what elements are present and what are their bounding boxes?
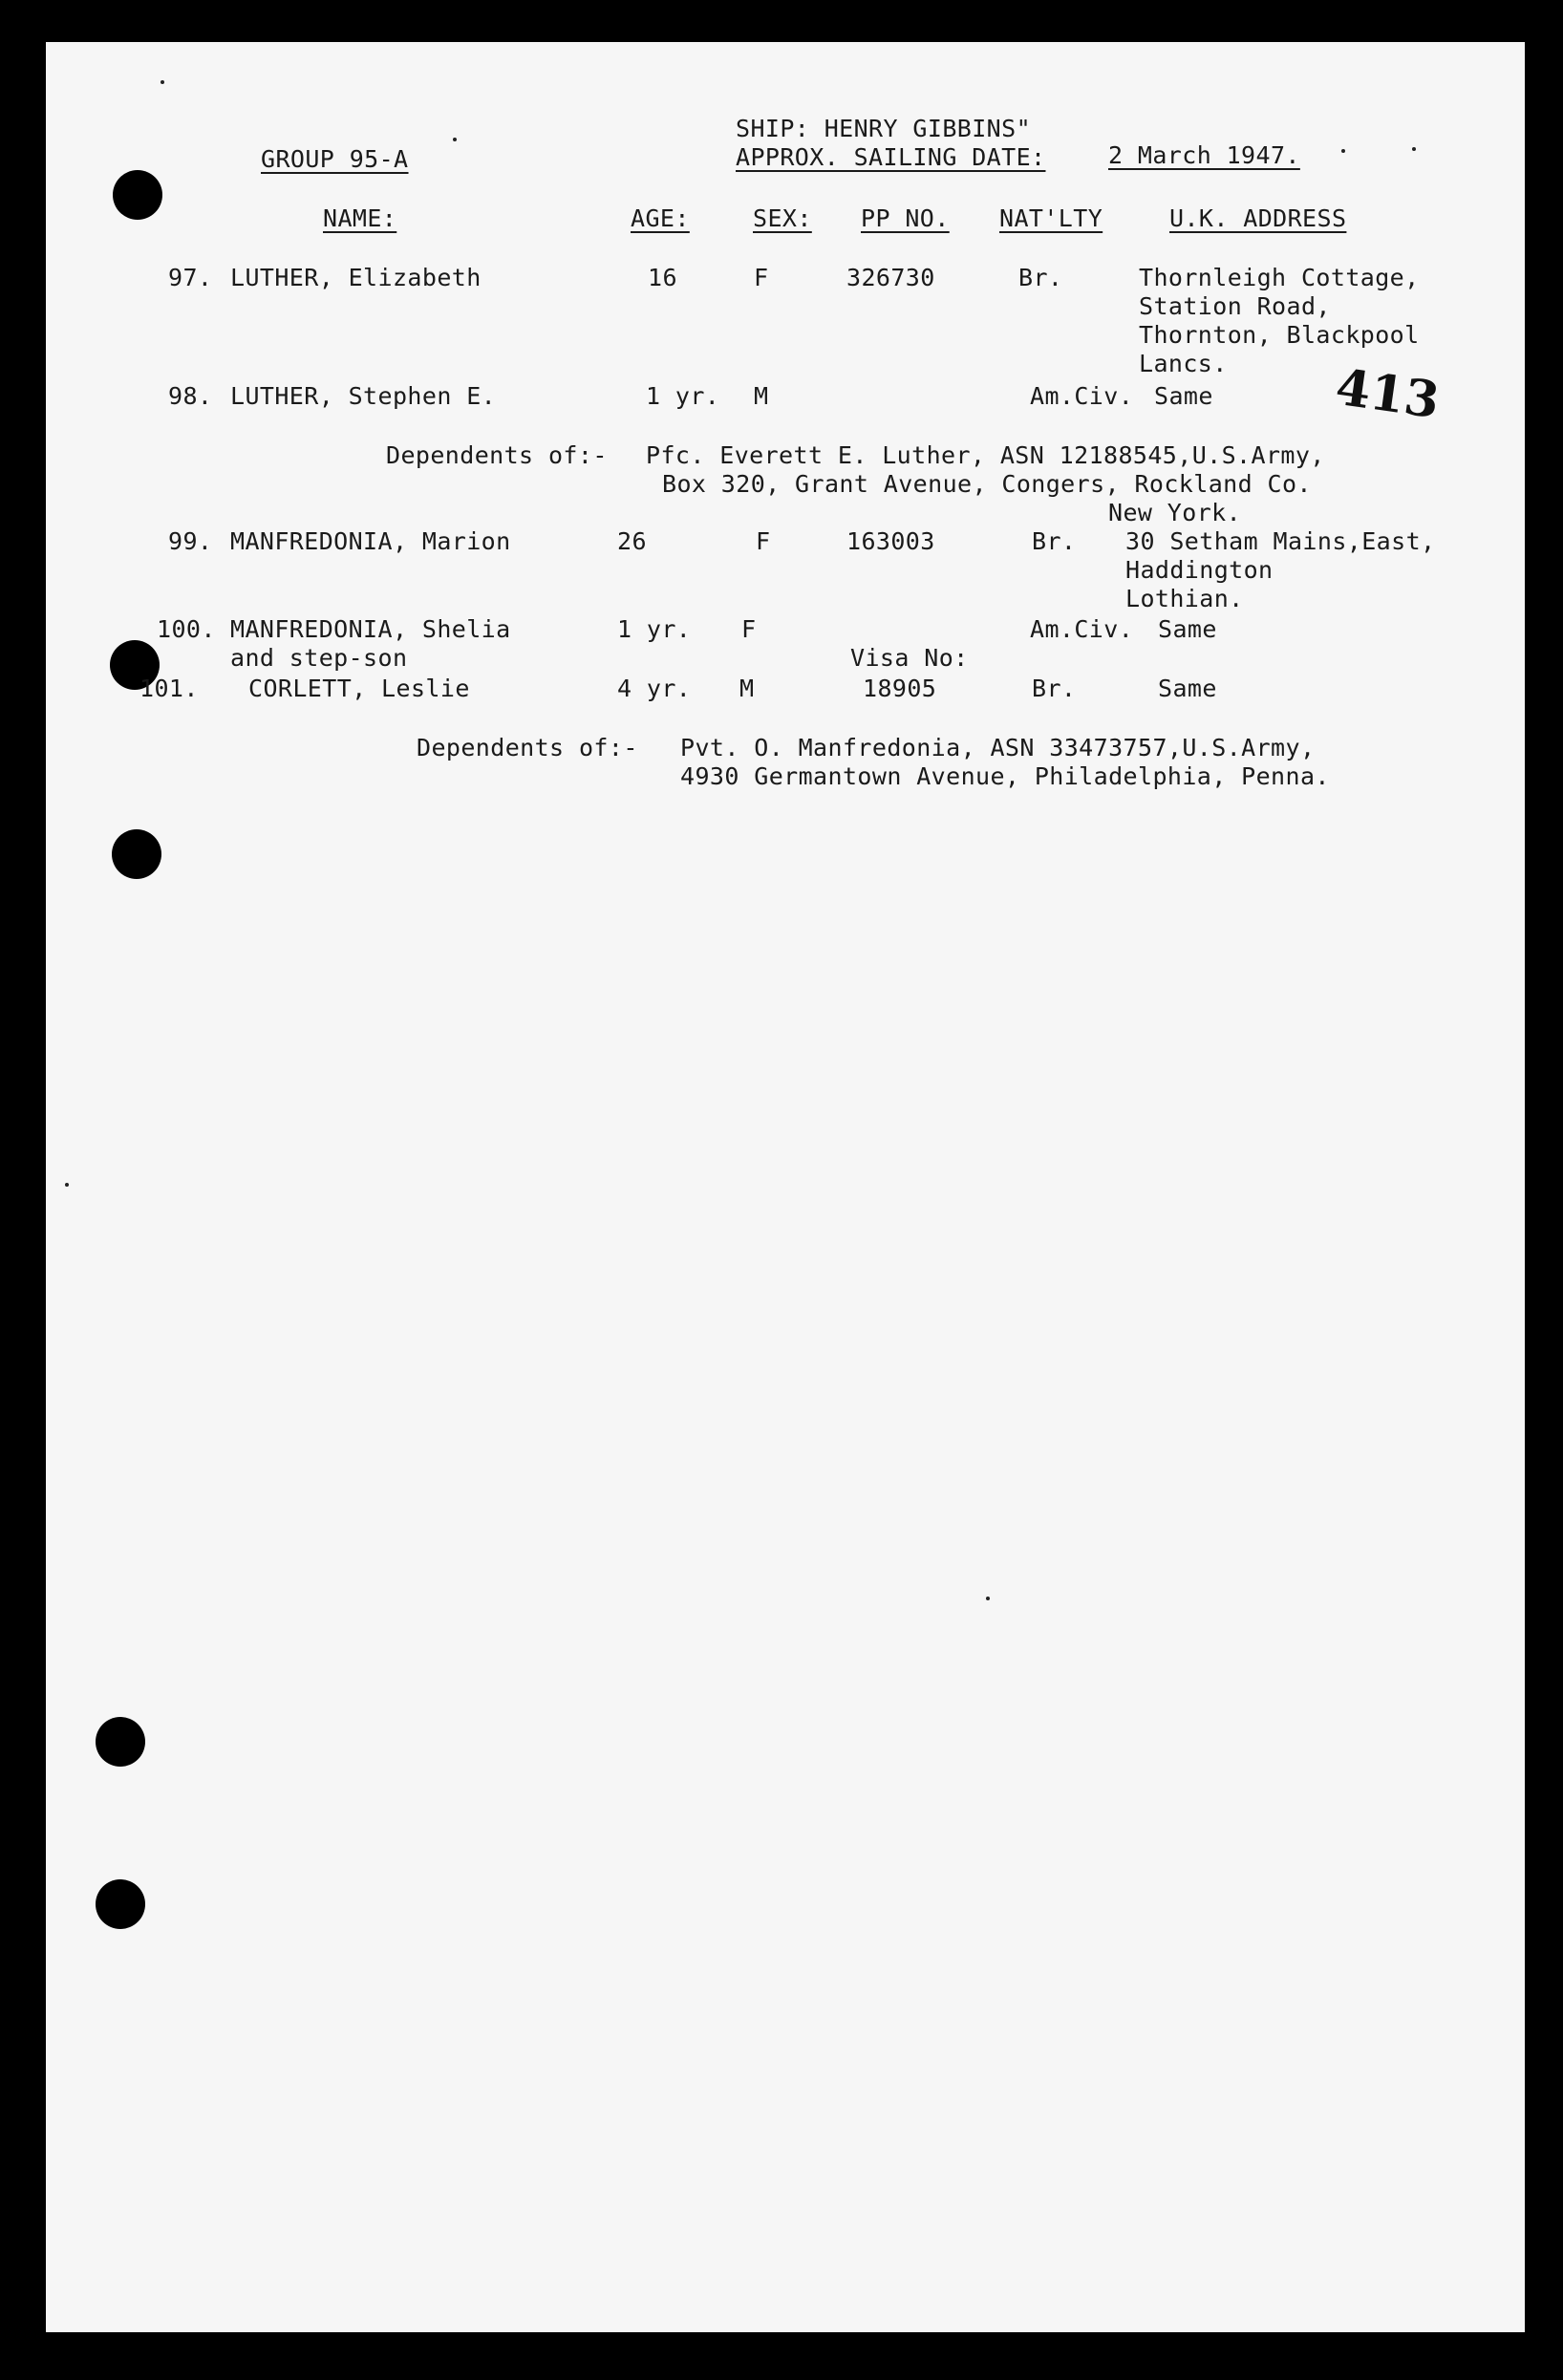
passenger-age: 16	[648, 264, 677, 291]
address-line: Haddington	[1125, 556, 1274, 584]
address-line: Thornton, Blackpool	[1139, 321, 1420, 349]
passenger-age: 1 yr.	[646, 382, 720, 410]
paper-speck	[986, 1597, 990, 1600]
passenger-sex: F	[754, 264, 769, 291]
row-number: 98.	[168, 382, 213, 410]
passenger-sex: F	[741, 615, 757, 643]
paper-speck	[161, 80, 164, 84]
passenger-age: 1 yr.	[617, 615, 692, 643]
column-sex: SEX:	[753, 204, 812, 232]
address-line: Station Road,	[1139, 292, 1331, 320]
ship-name: SHIP: HENRY GIBBINS"	[736, 115, 1032, 142]
dependent-sponsor-line: Box 320, Grant Avenue, Congers, Rockland Co.	[662, 470, 1312, 498]
address-line: Lancs.	[1139, 350, 1228, 377]
dependent-sponsor-line: 4930 Germantown Avenue, Philadelphia, Penna.	[680, 762, 1330, 790]
paper-speck	[1341, 149, 1345, 153]
passenger-sex: M	[754, 382, 769, 410]
sailing-date: 2 March 1947.	[1108, 141, 1300, 169]
punch-hole	[96, 1717, 145, 1767]
passenger-name: LUTHER, Elizabeth	[230, 264, 482, 291]
dependent-sponsor-line: Pfc. Everett E. Luther, ASN 12188545,U.S.Army,	[646, 441, 1325, 469]
nationality: Br.	[1032, 527, 1077, 555]
visa-label: Visa No:	[850, 644, 969, 672]
paper-speck	[1412, 147, 1416, 151]
passenger-name: MANFREDONIA, Marion	[230, 527, 511, 555]
row-number: 100.	[157, 615, 216, 643]
row-number: 97.	[168, 264, 213, 291]
passenger-sex: F	[756, 527, 771, 555]
column-uk-address: U.K. ADDRESS	[1169, 204, 1347, 232]
passport-number: 163003	[846, 527, 935, 555]
nationality: Br.	[1032, 675, 1077, 702]
dependents-label: Dependents of:-	[417, 734, 638, 761]
passenger-sex: M	[739, 675, 755, 702]
passport-number: 326730	[846, 264, 935, 291]
address-line: 30 Setham Mains,East,	[1125, 527, 1436, 555]
document-page	[46, 42, 1525, 2332]
passenger-name: MANFREDONIA, Shelia	[230, 615, 511, 643]
column-name: NAME:	[323, 204, 397, 232]
address-line: Same	[1158, 675, 1217, 702]
row-number: 101.	[139, 675, 199, 702]
address-line: Lothian.	[1125, 585, 1244, 612]
sailing-date-label: APPROX. SAILING DATE:	[736, 143, 1046, 171]
passenger-age: 26	[617, 527, 647, 555]
passenger-name: CORLETT, Leslie	[248, 675, 470, 702]
column-pp-no: PP NO.	[861, 204, 950, 232]
passenger-name-note: and step-son	[230, 644, 408, 672]
dependents-label: Dependents of:-	[386, 441, 608, 469]
address-line: Same	[1158, 615, 1217, 643]
paper-speck	[65, 1183, 69, 1187]
nationality: Am.Civ.	[1030, 382, 1134, 410]
address-line: Same	[1154, 382, 1213, 410]
group-label: GROUP 95-A	[261, 145, 409, 173]
paper-speck	[453, 138, 457, 141]
row-number: 99.	[168, 527, 213, 555]
nationality: Am.Civ.	[1030, 615, 1134, 643]
passenger-name: LUTHER, Stephen E.	[230, 382, 497, 410]
passenger-age: 4 yr.	[617, 675, 692, 702]
nationality: Br.	[1018, 264, 1063, 291]
dependent-sponsor-line: Pvt. O. Manfredonia, ASN 33473757,U.S.Army,	[680, 734, 1316, 761]
dependent-sponsor-line: New York.	[1108, 499, 1242, 526]
address-line: Thornleigh Cottage,	[1139, 264, 1420, 291]
column-nationality: NAT'LTY	[999, 204, 1103, 232]
punch-hole	[113, 170, 162, 220]
visa-number: 18905	[863, 675, 937, 702]
punch-hole	[96, 1879, 145, 1929]
column-age: AGE:	[631, 204, 690, 232]
page-number-stamp: 413	[1332, 357, 1444, 431]
punch-hole	[112, 829, 161, 879]
